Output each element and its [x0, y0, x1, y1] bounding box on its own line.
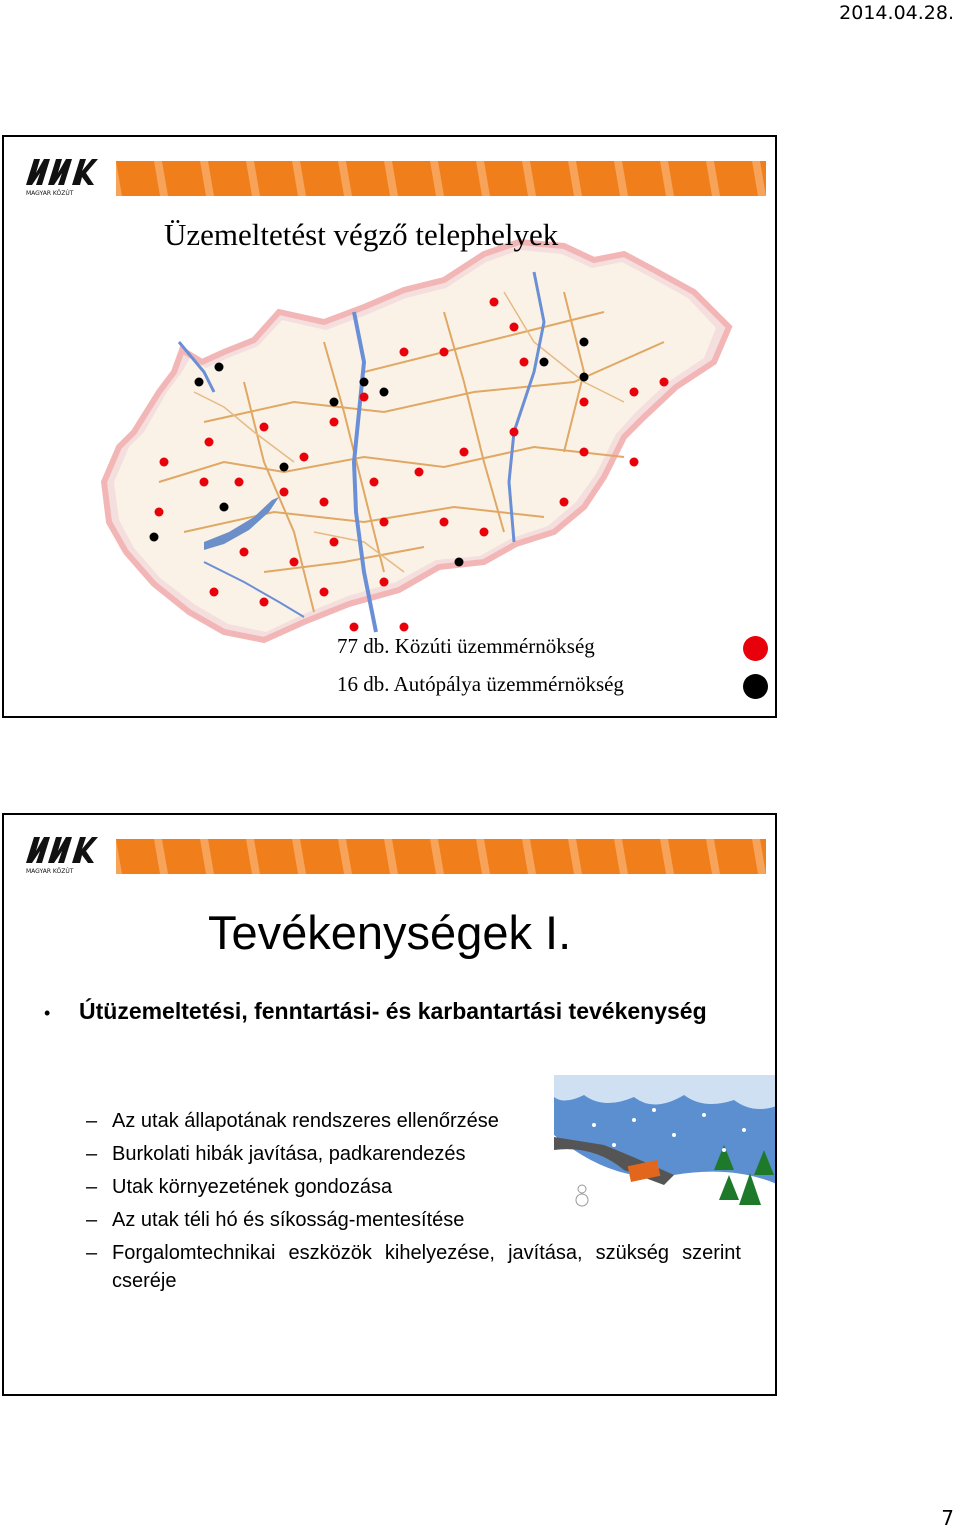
legend-kozuti-label: 77 db. Közúti üzemmérnökség [337, 634, 595, 658]
page-date: 2014.04.28. [839, 2, 954, 24]
orange-stripe-band [116, 839, 766, 874]
legend-red-dot [743, 636, 768, 661]
dash-icon: – [86, 1242, 98, 1264]
activity-list [86, 1105, 741, 1295]
magyar-kozut-logo [22, 155, 100, 197]
list-item-text: Utak környezetének gondozása [112, 1176, 393, 1198]
list-item [86, 1138, 741, 1171]
legend-black-dot [743, 674, 768, 699]
list-item [86, 1204, 741, 1237]
list-item [86, 1171, 741, 1204]
slide-title: Üzemeltetést végző telephelyek [164, 217, 559, 252]
list-item-text: Burkolati hibák javítása, padkarendezés [112, 1143, 466, 1165]
slide-header [4, 137, 775, 207]
bullet-icon: • [44, 1003, 51, 1023]
dash-icon: – [86, 1143, 98, 1165]
magyar-kozut-logo [22, 833, 100, 875]
bullet-text: Útüzemeltetési, fenntartási- és karbantartási tevékenység [79, 998, 707, 1024]
dash-icon: – [86, 1176, 98, 1198]
legend-autopalya-label: 16 db. Autópálya üzemmérnökség [337, 672, 624, 696]
list-item [86, 1105, 741, 1138]
orange-stripe-band [116, 161, 766, 196]
slide-map [2, 135, 777, 718]
dash-icon: – [86, 1110, 98, 1132]
slide-title: Tevékenységek I. [208, 906, 572, 959]
list-item-text: Az utak téli hó és síkosság-mentesítése [112, 1209, 465, 1231]
svg-text:MAGYAR KÖZÚT: MAGYAR KÖZÚT [26, 868, 74, 875]
list-item-text: Az utak állapotának rendszeres ellenőrzése [112, 1110, 499, 1132]
hungary-map [64, 232, 744, 652]
slide-activities [2, 813, 777, 1396]
page-number: 7 [941, 1506, 954, 1530]
svg-text:MAGYAR KÖZÚT: MAGYAR KÖZÚT [26, 190, 74, 197]
slide-header [4, 815, 775, 885]
dash-icon: – [86, 1209, 98, 1231]
list-item [86, 1239, 741, 1295]
list-item-text: Forgalomtechnikai eszközök kihelyezése, javítása, szükség szerint cseréje [112, 1242, 741, 1292]
